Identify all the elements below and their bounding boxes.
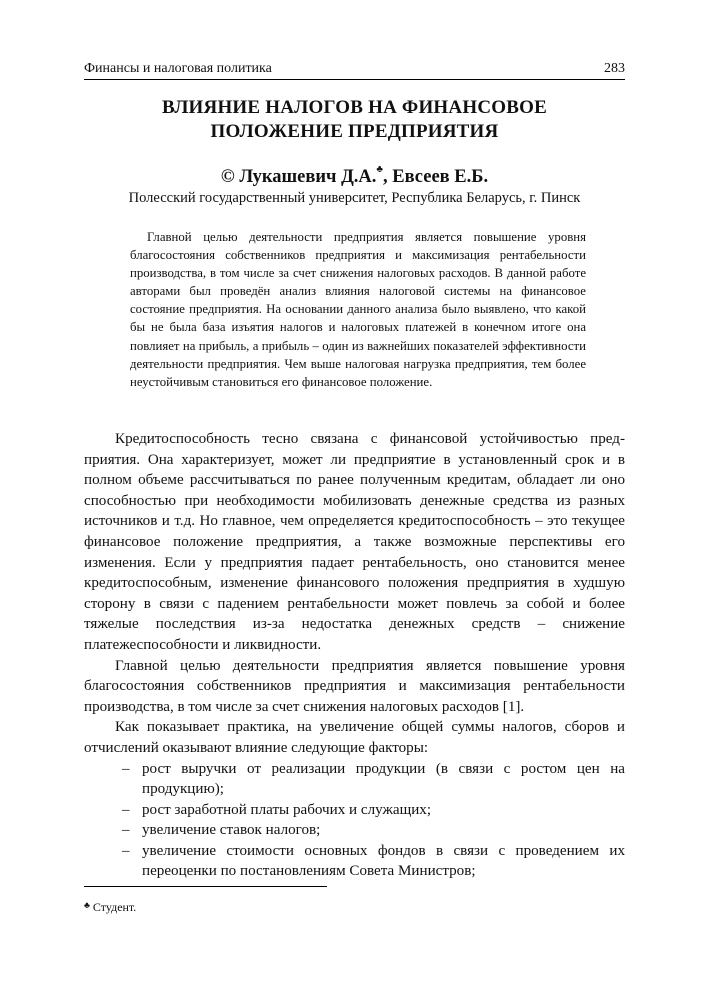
first-author: © Лукашевич Д.А. — [220, 167, 377, 188]
list-item — [84, 759, 625, 800]
list-item-text: увеличение стоимости основных фондов в связи с проведением их переоценки по постановлениям Совета Министров; — [142, 842, 625, 880]
authors — [84, 161, 625, 189]
list-item-text: рост заработной платы рабочих и служащих; — [142, 801, 432, 818]
footnote-text: Студент. — [92, 900, 137, 914]
article-body — [84, 429, 625, 882]
page-number: 283 — [604, 61, 625, 76]
list-item — [84, 820, 625, 841]
body-paragraph: Главной целью деятельности предприятия является повышение уровня благосостояния собственников предприятия и максимизация рентабельности производства, в том числе за счет снижения налоговых расходов [1]. — [84, 657, 625, 715]
list-item-text: увеличение ставок налогов; — [142, 822, 321, 839]
title-line-2: ПОЛОЖЕНИЕ ПРЕДПРИЯТИЯ — [210, 121, 499, 142]
dash-marker: – — [122, 760, 130, 777]
dash-marker: – — [122, 842, 130, 859]
list-item-text: рост выручки от реализации продукции (в связи с ростом цен на продукцию); — [142, 760, 625, 798]
second-author: , Евсеев Е.Б. — [382, 167, 489, 188]
running-header — [84, 59, 625, 80]
article-title — [84, 96, 625, 144]
list-item — [84, 800, 625, 821]
abstract: Главной целью деятельности предприятия является повышение уровня благосостояния собственников предприятия и максимизация рентабельности производства, в том числе за счет снижения налоговых расходов. В данной работе авторами был проведён анализ влияния налоговой системы на финансовое состояние предприятия. На основании данного анализа было выявлено, что какой бы не была база изъятия налогов и налоговых платежей в конечном итоге она повлияет на прибыль, а прибыль – один из важнейших показателей эффективности деятельности предприятия. Чем выше налоговая нагрузка предприятия, тем более неустойчивым становиться его финансовое положение. — [130, 230, 586, 389]
footnote-mark: ♣ — [84, 900, 90, 910]
author-footnote-mark: ♣ — [376, 164, 383, 175]
title-line-1: ВЛИЯНИЕ НАЛОГОВ НА ФИНАНСОВОЕ — [162, 97, 547, 118]
body-paragraph: Кредитоспособность тесно связана с финансовой устойчивостью предприятия. Она характеризует, может ли предприятие в установленный срок и в полном объеме рассчитываться по ранее полученным кредитам, обладает ли оно способностью при необходимости мобилизовать денежные средства из разных источников и т.д. Но главное, чем определяется кредитоспособность – это текущее финансовое положение предприятия, а также возможные перспективы его изменения. Если у предприятия падает рентабельность, оно становится менее кредитоспособным, изменение финансового положения предприятия в худшую сторону в связи с падением рентабельности может повлечь за собой и более тяжелые последствия из-за недостатка денежных средств – снижение платежеспособности и ликвидности. — [84, 431, 625, 653]
dash-marker: – — [122, 822, 130, 839]
footnote — [84, 900, 136, 915]
list-item — [84, 841, 625, 882]
dash-marker: – — [122, 801, 130, 818]
affiliation: Полесский государственный университет, Республика Беларусь, г. Пинск — [128, 190, 581, 206]
body-paragraph: Как показывает практика, на увеличение общей суммы налогов, сборов и отчислений оказывают влияние следующие факторы: — [84, 719, 625, 756]
section-name: Финансы и налоговая политика — [84, 61, 272, 76]
factor-list — [84, 759, 625, 883]
footnote-separator — [84, 886, 327, 887]
